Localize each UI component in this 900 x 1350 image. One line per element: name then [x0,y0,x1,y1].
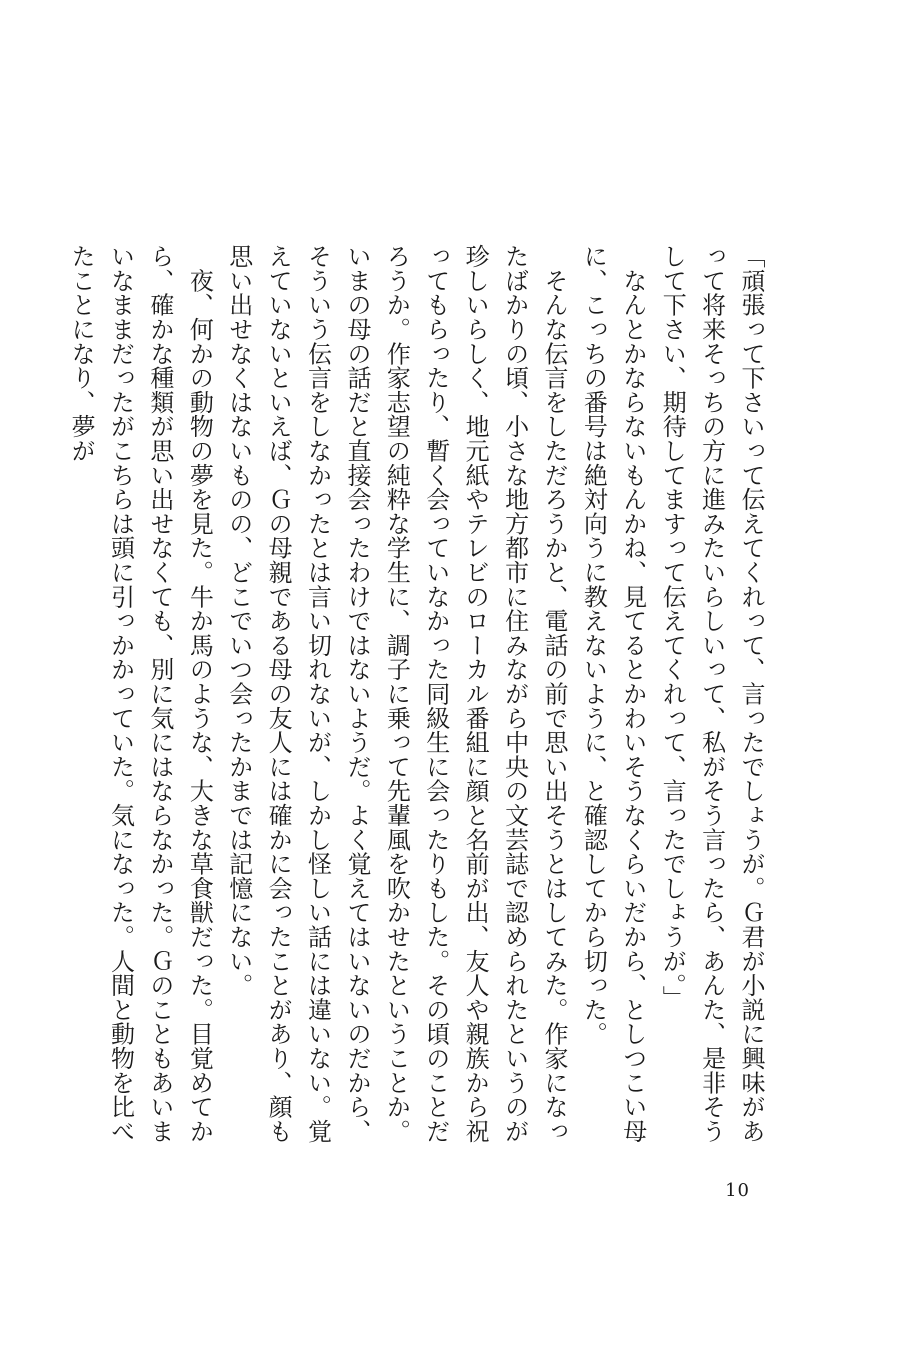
paragraph-1: 「頑張って下さいって伝えてくれって、言ったでしょうが。Ｇ君が小説に興味があって将来そっちの方に進みたいらしいって、私がそう言ったら、あんた、是非そうして下さい、期待してますって伝えてくれって、言ったでしょうが。」 [658,244,765,1144]
paragraph-2: なんとかならないもんかね、見てるとかわいそうなくらいだから、としつこい母に、こっちの番号は絶対向うに教えないように、と確認してから切った。 [579,244,647,1144]
page-number: 10 [725,1180,750,1201]
paragraph-4: 夜、何かの動物の夢を見た。牛か馬のような、大きな草食獣だった。目覚めてから、確かな種類が思い出せなくても、別に気にはならなかった。Ｇのこともあいまいなままだったがこちらは頭に引っかかっていた。気になった。人間と動物を比べたことになり、夢が [67,244,214,1144]
vertical-text-body [67,244,770,1144]
paragraph-3: そんな伝言をしただろうかと、電話の前で思い出そうとはしてみた。作家になったばかりの頃、小さな地方都市に住みながら中央の文芸誌で認められたというのが珍しいらしく、地元紙やテレビのローカル番組に顔と名前が出、友人や親族から祝ってもらったり、暫く会っていなかった同級生に会ったりもした。その頃のことだろうか。作家志望の純粋な学生に、調子に乗って先輩風を吹かせたということか。いまの母の話だと直接会ったわけではないようだ。よく覚えてはいないのだから、そういう伝言をしなかったとは言い切れないが、しかし怪しい話には違いない。覚えていないといえば、Ｇの母親である母の友人には確かに会ったことがあり、顔も思い出せなくはないものの、どこでいつ会ったかまでは記憶にない。 [224,244,568,1144]
